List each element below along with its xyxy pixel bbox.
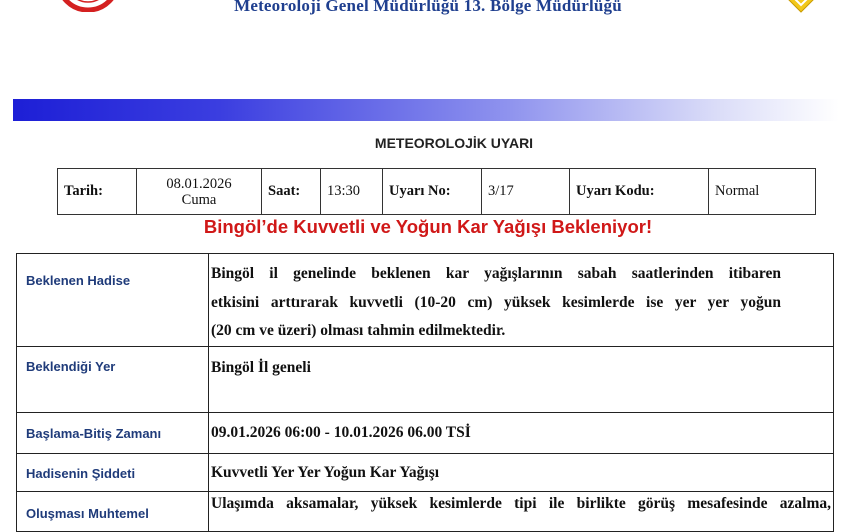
row-value-possible-effects bbox=[209, 491, 834, 531]
event-line-1: Bingöl il genelinde beklenen kar yağışlarının sabah saatlerinden itibaren bbox=[211, 265, 781, 282]
row-value-time-range: 09.01.2026 06:00 - 10.01.2026 06.00 TSİ bbox=[209, 412, 834, 453]
warning-info-table bbox=[57, 168, 816, 215]
day-text: Cuma bbox=[181, 191, 217, 208]
row-label-severity: Hadisenin Şiddeti bbox=[17, 453, 209, 491]
table-row bbox=[17, 491, 834, 531]
table-row bbox=[17, 254, 834, 347]
table-row bbox=[17, 453, 834, 491]
warning-no-label: Uyarı No: bbox=[383, 169, 482, 215]
date-text: 08.01.2026 bbox=[166, 175, 232, 192]
time-value: 13:30 bbox=[321, 169, 383, 215]
mgm-logo bbox=[778, 0, 824, 14]
warning-no-value: 3/17 bbox=[482, 169, 570, 215]
accent-gradient-bar bbox=[13, 99, 839, 121]
row-value-severity: Kuvvetli Yer Yer Yoğun Kar Yağışı bbox=[209, 453, 834, 491]
document-title: METEOROLOJİK UYARI bbox=[374, 135, 534, 151]
event-line-2: etkisini arttırarak kuvvetli (10-20 cm) yüksek kesimlerde ise yer yer yoğun bbox=[211, 293, 781, 311]
row-label-location: Beklendiği Yer bbox=[17, 346, 209, 412]
warning-details-table bbox=[16, 253, 834, 532]
date-value bbox=[137, 169, 262, 215]
row-value-location: Bingöl İl geneli bbox=[209, 346, 834, 412]
date-label: Tarih: bbox=[58, 169, 137, 215]
organization-title: Meteoroloji Genel Müdürlüğü 13. Bölge Müdürlüğü bbox=[234, 0, 622, 15]
effects-line-1: Ulaşımda aksamalar, yüksek kesimlerde tipi ile birlikte görüş mesafesinde azalma, bbox=[211, 494, 831, 512]
row-value-expected-event bbox=[209, 254, 834, 347]
row-label-time-range: Başlama-Bitiş Zamanı bbox=[17, 412, 209, 453]
warning-code-value: Normal bbox=[709, 169, 816, 215]
time-label: Saat: bbox=[262, 169, 321, 215]
event-line-3: (20 cm ve üzeri) olması tahmin edilmektedir. bbox=[211, 322, 506, 339]
table-row bbox=[17, 346, 834, 412]
warning-headline: Bingöl’de Kuvvetli ve Yoğun Kar Yağışı Bekleniyor! bbox=[203, 216, 653, 237]
row-label-possible-effects: Oluşması Muhtemel bbox=[17, 491, 209, 531]
row-label-expected-event: Beklenen Hadise bbox=[17, 254, 209, 347]
table-row bbox=[17, 412, 834, 453]
warning-code-label: Uyarı Kodu: bbox=[570, 169, 709, 215]
